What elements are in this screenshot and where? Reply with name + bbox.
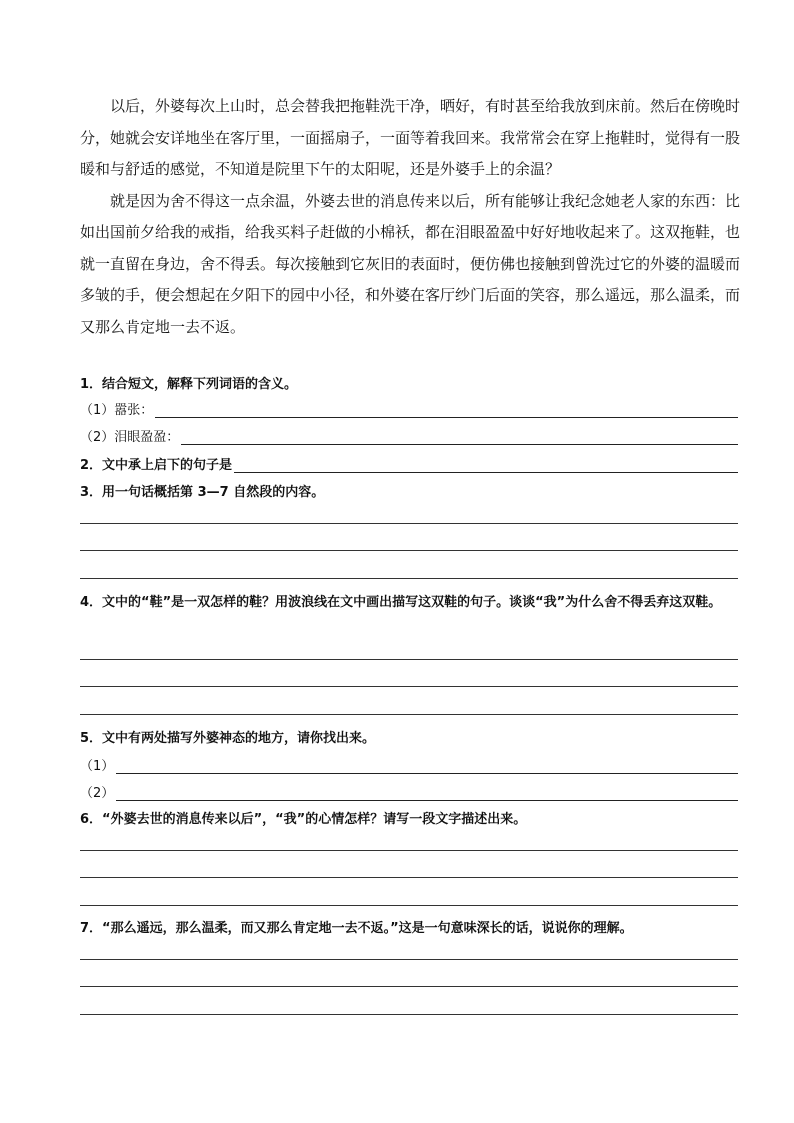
answer-blank[interactable] — [116, 786, 738, 801]
question-1-sub-2-label: （2）泪眼盈盈： — [80, 430, 180, 445]
answer-line[interactable] — [80, 905, 738, 906]
answer-line[interactable] — [80, 686, 738, 687]
answer-line[interactable] — [80, 959, 738, 960]
answer-blank[interactable] — [234, 458, 738, 473]
question-5-sub-2 — [80, 782, 738, 801]
question-5: 5．文中有两处描写外婆神态的地方，请你找出来。 — [80, 731, 376, 746]
question-1: 1．结合短文，解释下列词语的含义。 — [80, 377, 298, 392]
answer-blank[interactable] — [155, 403, 738, 418]
question-7: 7．“那么遥远，那么温柔，而又那么肯定地一去不返。”这是一句意味深长的话，说说你的理解。 — [80, 921, 633, 936]
answer-line[interactable] — [80, 986, 738, 987]
question-5-sub-1-label: （1） — [80, 759, 115, 774]
question-1-sub-1 — [80, 399, 738, 418]
answer-line[interactable] — [80, 877, 738, 878]
question-3: 3．用一句话概括第 3—7 自然段的内容。 — [80, 485, 325, 500]
answer-blank[interactable] — [116, 759, 738, 774]
answer-line[interactable] — [80, 659, 738, 660]
answer-blank[interactable] — [181, 430, 738, 445]
question-5-sub-2-label: （2） — [80, 786, 115, 801]
answer-line[interactable] — [80, 850, 738, 851]
answer-line[interactable] — [80, 578, 738, 579]
question-1-sub-2 — [80, 426, 738, 445]
passage-paragraph-1: 以后，外婆每次上山时，总会替我把拖鞋洗干净，晒好，有时甚至给我放到床前。然后在傍晚时分，她就会安详地坐在客厅里，一面摇扇子，一面等着我回来。我常常会在穿上拖鞋时，觉得有一股暖和与舒适的感觉，不知道是院里下午的太阳呢，还是外婆手上的余温？ — [80, 97, 741, 178]
answer-line[interactable] — [80, 714, 738, 715]
answer-line[interactable] — [80, 550, 738, 551]
question-4: 4．文中的“鞋”是一双怎样的鞋？用波浪线在文中画出描写这双鞋的句子。谈谈“我”为什么舍不得丢弃这双鞋。 — [80, 595, 722, 610]
question-2 — [80, 454, 738, 473]
answer-line[interactable] — [80, 1014, 738, 1015]
question-1-sub-1-label: （1）嚣张： — [80, 403, 154, 418]
reading-passage — [80, 91, 740, 343]
question-5-sub-1 — [80, 755, 738, 774]
answer-line[interactable] — [80, 523, 738, 524]
question-6: 6．“外婆去世的消息传来以后”，“我”的心情怎样？请写一段文字描述出来。 — [80, 812, 527, 827]
question-2-label: 2．文中承上启下的句子是 — [80, 458, 233, 473]
passage-paragraph-2: 就是因为舍不得这一点余温，外婆去世的消息传来以后，所有能够让我纪念她老人家的东西：比如出国前夕给我的戒指，给我买料子赶做的小棉袄，都在泪眼盈盈中好好地收起来了。这双拖鞋，也就一直留在身边，舍不得丢。每次接触到它灰旧的表面时，便仿佛也接触到曾洗过它的外婆的温暖而多皱的手，便会想起在夕阳下的园中小径，和外婆在客厅纱门后面的笑容，那么遥远，那么温柔，而又那么肯定地一去不返。 — [80, 191, 741, 336]
